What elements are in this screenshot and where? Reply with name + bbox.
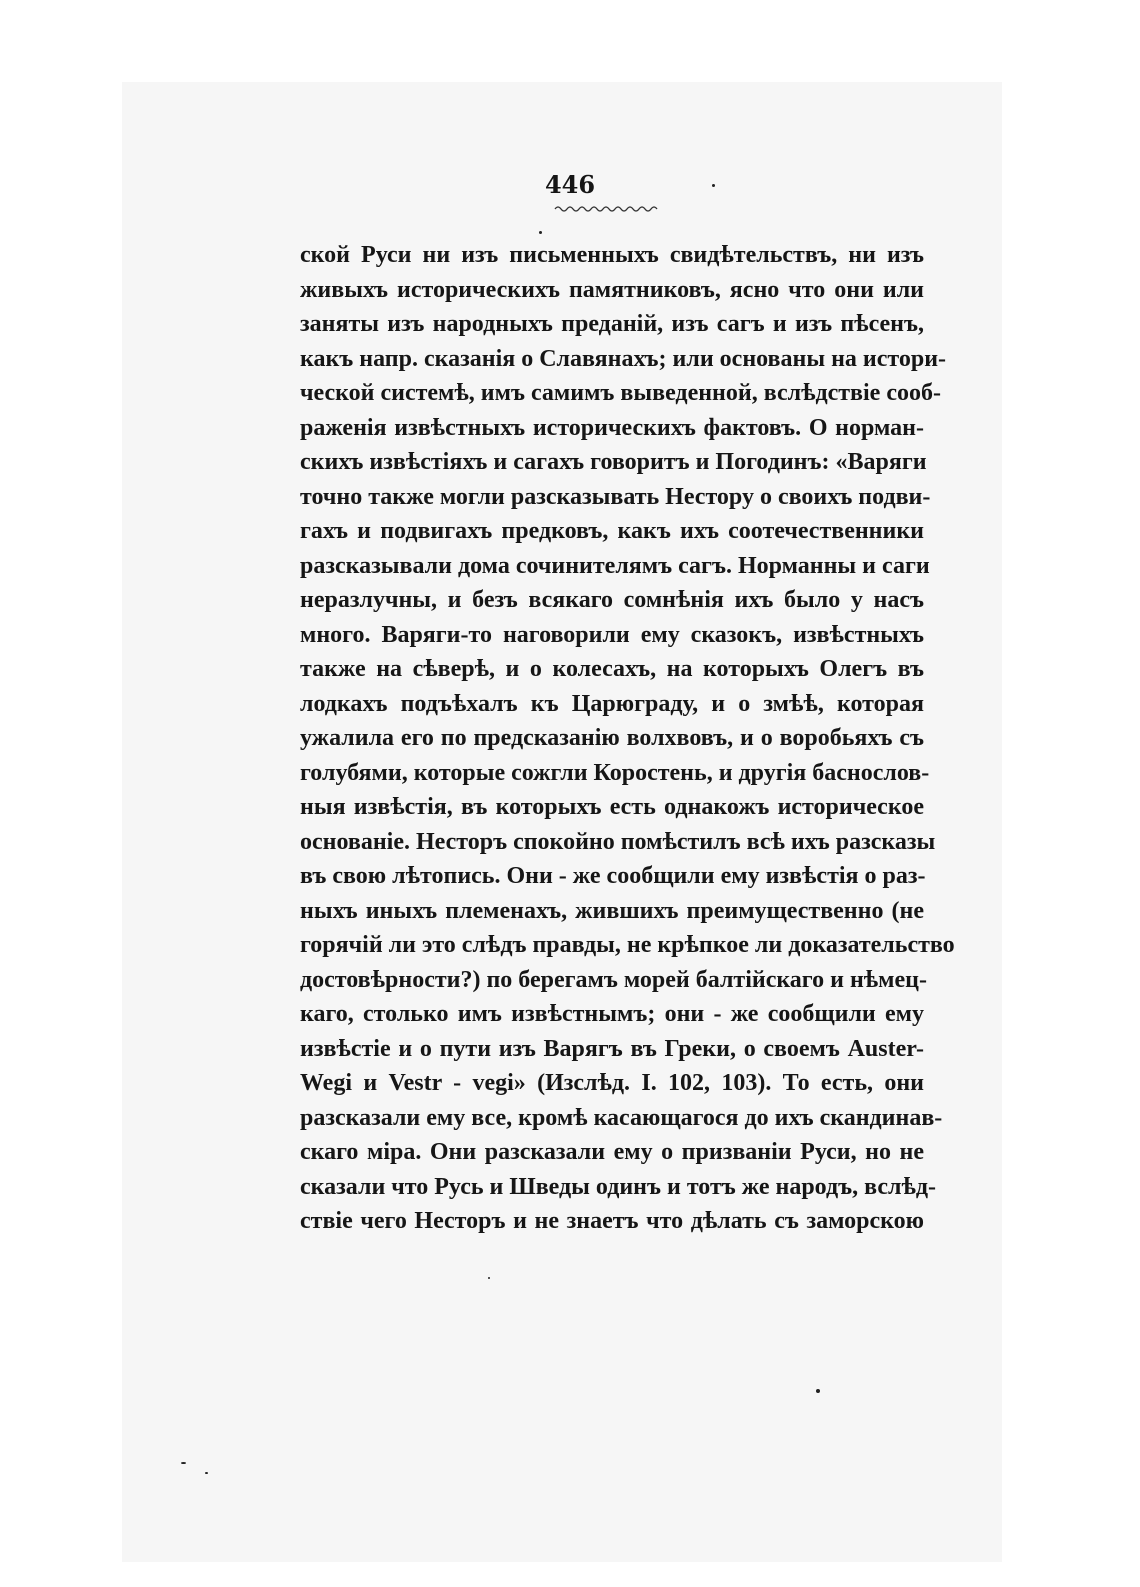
text-line: голубями, которые сожгли Коростень, и другія баснослов-: [300, 759, 930, 786]
text-line: достовѣрности?) по берегамъ морей балтійскаго и нѣмец-: [300, 966, 927, 993]
scan-speck: [712, 184, 715, 187]
body-text: [300, 238, 955, 1239]
text-line: въ свою лѣтопись. Они - же сообщили ему извѣстія о раз-: [300, 863, 926, 889]
scan-speck: [539, 231, 542, 234]
text-line: точно также могли разсказывать Нестору о своихъ подви-: [300, 483, 931, 510]
text-line: заняты изъ народныхъ преданій, изъ сагъ и изъ пѣсенъ,: [300, 311, 924, 337]
decorative-wavy-rule: [553, 204, 663, 214]
text-line: неразлучны, и безъ всякаго сомнѣнія ихъ было у насъ: [300, 587, 924, 613]
page-number: 446: [544, 170, 596, 199]
text-line: горячій ли это слѣдъ правды, не крѣпкое ли доказательство: [300, 932, 955, 958]
text-line: раженія извѣстныхъ историческихъ фактовъ. О норман-: [300, 414, 924, 441]
text-line: основаніе. Несторъ спокойно помѣстилъ всѣ ихъ разсказы: [300, 828, 936, 855]
text-line: какъ напр. сказанія о Славянахъ; или основаны на истори-: [300, 345, 947, 372]
text-line: Wegi и Vestr - vegi» (Изслѣд. I. 102, 103). То есть, они: [300, 1070, 924, 1096]
text-line: ныхъ иныхъ племенахъ, жившихъ преимущественно (не: [300, 897, 924, 924]
text-line: скихъ извѣстіяхъ и сагахъ говоритъ и Погодинъ: «Варяги: [300, 449, 927, 475]
text-line: ныя извѣстія, въ которыхъ есть однакожъ историческое: [300, 794, 924, 820]
text-line: скаго міра. Они разсказали ему о призваніи Руси, но не: [300, 1139, 924, 1165]
text-line: разсказали ему все, кромѣ касающагося до ихъ скандинав-: [300, 1104, 943, 1131]
scan-speck: [816, 1389, 820, 1393]
text-line: много. Варяги-то наговорили ему сказокъ, извѣстныхъ: [300, 621, 924, 648]
scan-speck: [181, 1462, 186, 1464]
text-line: ской Руси ни изъ письменныхъ свидѣтельствъ, ни изъ: [300, 242, 924, 268]
text-line: гахъ и подвигахъ предковъ, какъ ихъ соотечественники: [300, 518, 924, 544]
text-line: живыхъ историческихъ памятниковъ, ясно что они или: [300, 276, 924, 303]
text-line: ствіе чего Несторъ и не знаетъ что дѣлать съ заморскою: [300, 1208, 924, 1234]
text-line: извѣстіе и о пути изъ Варягъ въ Греки, о своемъ Auster-: [300, 1035, 924, 1062]
text-line: каго, столько имъ извѣстнымъ; они - же сообщили ему: [300, 1001, 924, 1027]
text-line: ужалила его по предсказанію волхвовъ, и о воробьяхъ съ: [300, 725, 924, 751]
scan-speck: [488, 1277, 490, 1279]
text-line: сказали что Русь и Шведы одинъ и тотъ же народъ, вслѣд-: [300, 1173, 937, 1200]
scan-speck: [205, 1472, 208, 1474]
text-line: лодкахъ подъѣхалъ къ Царюграду, и о змѣѣ, которая: [300, 690, 924, 717]
text-line: разсказывали дома сочинителямъ сагъ. Норманны и саги: [300, 552, 930, 579]
text-line: ческой системѣ, имъ самимъ выведенной, вслѣдствіе сооб-: [300, 380, 941, 406]
text-line: также на сѣверѣ, и о колесахъ, на которыхъ Олегъ въ: [300, 656, 924, 682]
